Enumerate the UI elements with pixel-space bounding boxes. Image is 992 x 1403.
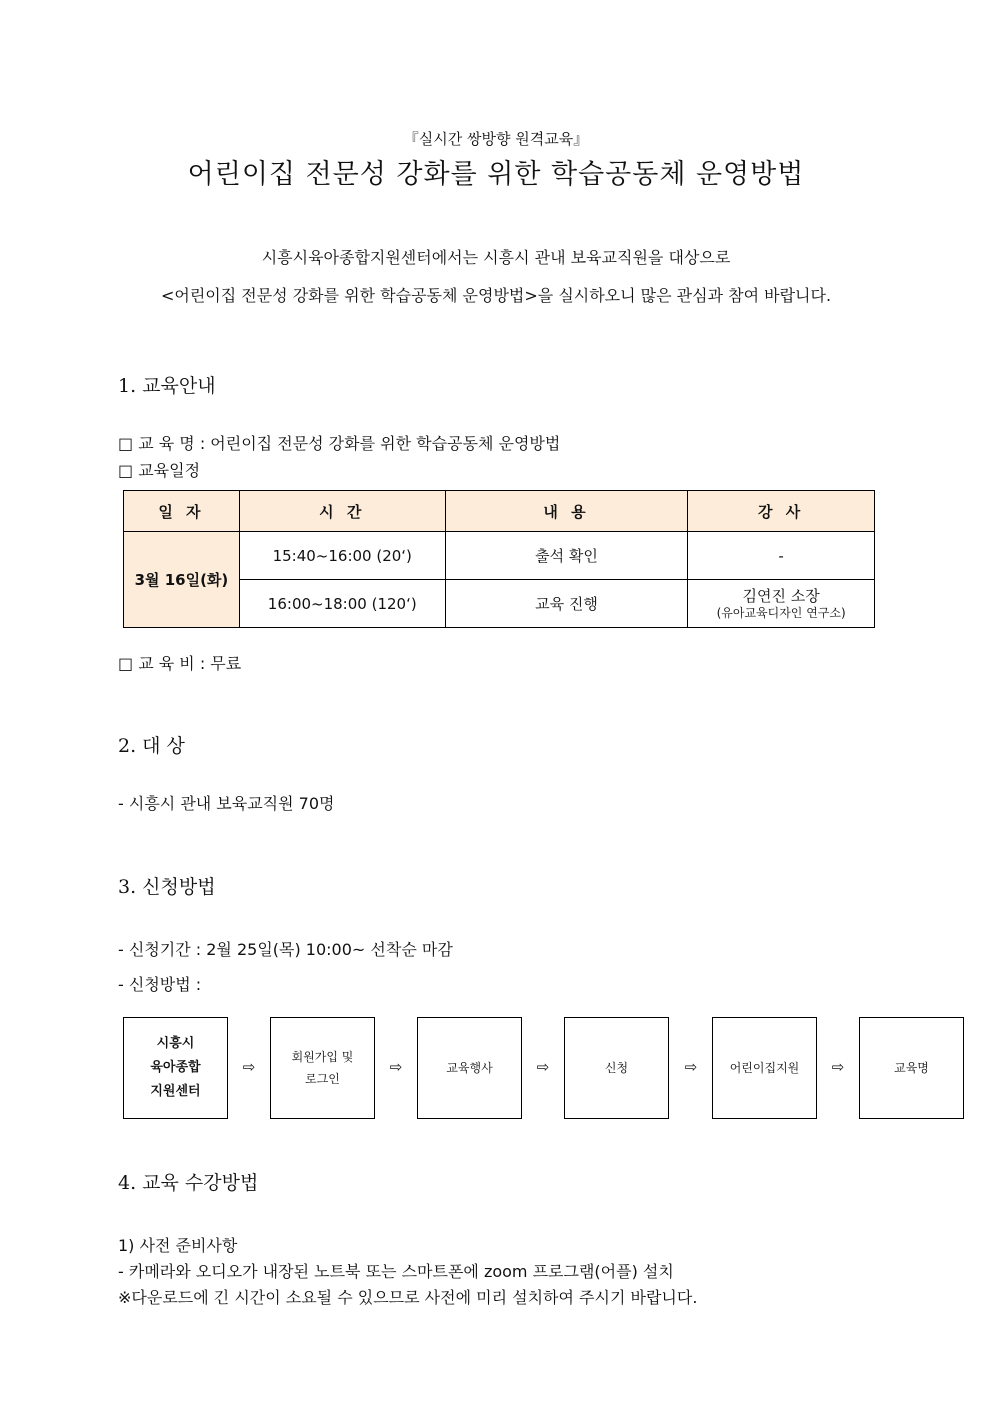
intro-line-2: <어린이집 전문성 강화를 위한 학습공동체 운영방법>을 실시하오니 많은 관심과 참여 바랍니다. — [160, 286, 832, 305]
arrow-right-icon: ⇨ — [684, 1058, 698, 1076]
flow-step-signup-line: 회원가입 및 — [291, 1050, 354, 1064]
period-line: - 신청기간 : 2월 25일(목) 10:00~ 선착순 마감 — [118, 940, 453, 959]
method-line: - 신청방법 : — [118, 975, 202, 994]
instructor-name: 김연진 소장 — [742, 587, 820, 605]
cell-date: 3월 16일(화) — [124, 532, 240, 628]
document-subtitle: 『실시간 쌍방향 원격교육』 — [403, 130, 589, 148]
intro-line-1: 시흥시육아종합지원센터에서는 시흥시 관내 보육교직원을 대상으로 — [261, 248, 731, 267]
flow-step-daycare-support-label: 어린이집지원 — [729, 1061, 800, 1075]
section1-heading: 1. 교육안내 — [118, 375, 216, 397]
header-date: 일 자 — [124, 491, 240, 532]
arrow-right-icon: ⇨ — [831, 1058, 845, 1076]
flow-step-apply — [564, 1017, 669, 1119]
target-line: - 시흥시 관내 보육교직원 70명 — [118, 794, 335, 813]
header-time: 시 간 — [239, 491, 445, 532]
arrow-right-icon: ⇨ — [242, 1058, 256, 1076]
table-row — [124, 532, 875, 580]
arrow-right-icon: ⇨ — [536, 1058, 550, 1076]
flow-step-center-line: 지원센터 — [150, 1084, 201, 1099]
cell-instructor — [688, 580, 875, 628]
cell-instructor: - — [688, 532, 875, 580]
flow-step-signup — [270, 1017, 375, 1119]
prep-line-2: ※다운로드에 긴 시간이 소요될 수 있으므로 사전에 미리 설치하여 주시기 바랍니다. — [118, 1288, 698, 1307]
document-title: 어린이집 전문성 강화를 위한 학습공동체 운영방법 — [187, 159, 805, 190]
fee-line: □ 교 육 비 : 무료 — [118, 654, 242, 673]
cell-content: 출석 확인 — [445, 532, 688, 580]
flow-step-center-line: 육아종합 — [150, 1060, 201, 1075]
flow-step-apply-label: 신청 — [604, 1061, 629, 1075]
cell-time: 15:40~16:00 (20‘) — [239, 532, 445, 580]
instructor-org: (유아교육디자인 연구소) — [716, 606, 846, 620]
section2-heading: 2. 대 상 — [118, 735, 185, 757]
flow-step-course-name — [859, 1017, 964, 1119]
edu-name-line: □ 교 육 명 : 어린이집 전문성 강화를 위한 학습공동체 운영방법 — [118, 434, 561, 453]
cell-content: 교육 진행 — [445, 580, 688, 628]
arrow-right-icon: ⇨ — [389, 1058, 403, 1076]
section4-heading: 4. 교육 수강방법 — [118, 1172, 259, 1194]
flow-step-event-label: 교육행사 — [446, 1061, 493, 1075]
flow-step-signup-line: 로그인 — [305, 1072, 340, 1086]
flow-step-event — [417, 1017, 522, 1119]
flow-step-course-name-label: 교육명 — [894, 1061, 929, 1075]
schedule-table — [123, 490, 875, 628]
flow-step-center — [123, 1017, 228, 1119]
table-header-row — [124, 491, 875, 532]
flow-step-daycare-support — [712, 1017, 817, 1119]
header-content: 내 용 — [445, 491, 688, 532]
section3-heading: 3. 신청방법 — [118, 876, 216, 898]
cell-time: 16:00~18:00 (120‘) — [239, 580, 445, 628]
header-instructor: 강 사 — [688, 491, 875, 532]
prep-subheading: 1) 사전 준비사항 — [118, 1236, 238, 1255]
flow-step-center-line: 시흥시 — [156, 1036, 195, 1051]
prep-line-1: - 카메라와 오디오가 내장된 노트북 또는 스마트폰에 zoom 프로그램(어플) 설치 — [118, 1262, 674, 1281]
schedule-label: □ 교육일정 — [118, 461, 201, 480]
